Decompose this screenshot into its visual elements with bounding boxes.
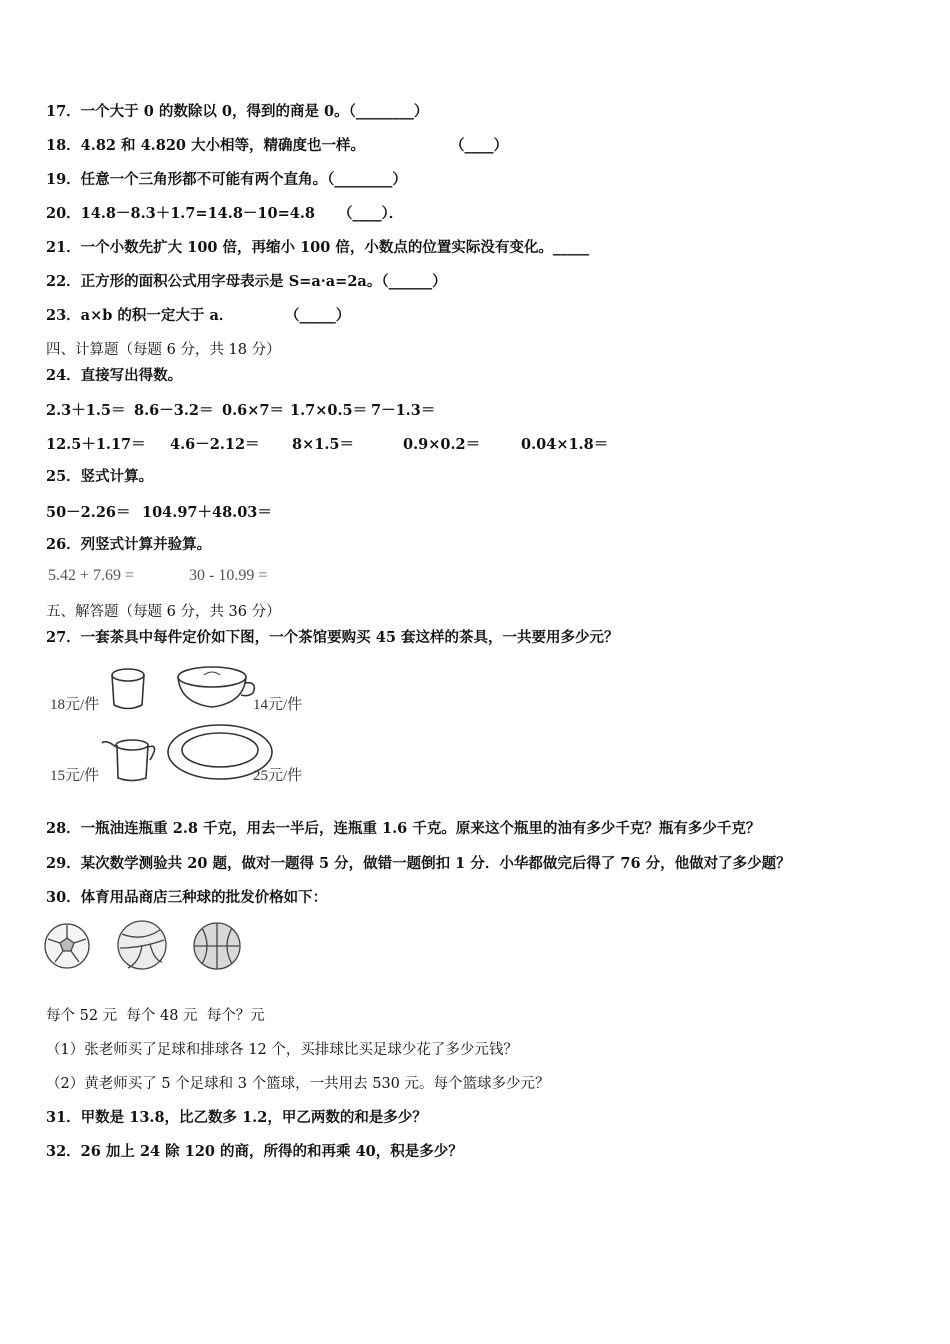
ball-prices: 每个 52 元 每个 48 元 每个？元 <box>46 1008 265 1024</box>
question-30-2: （2）黄老师买了 5 个足球和 3 个篮球，一共用去 530 元。每个篮球多少元？ <box>46 1076 550 1092</box>
volleyball-icon <box>118 921 166 969</box>
pot-icon <box>102 740 155 781</box>
soccer-ball-icon <box>45 924 89 968</box>
calc-1-2: 8.6－3.2＝ <box>134 402 214 419</box>
vertical-calc-1: 50－2.26＝ <box>46 504 131 521</box>
question-24: 24．直接写出得数。 <box>46 367 183 384</box>
bowl-price: 14元/件 <box>253 697 303 713</box>
calc-1-1: 2.3＋1.5＝ <box>46 402 126 419</box>
question-23-blank: （_____） <box>285 307 351 324</box>
question-23: 23．a×b 的积一定大于 a． <box>46 307 234 324</box>
question-29: 29．某次数学测验共 20 题，做对一题得 5 分，做错一题倒扣 1 分．小华都做完后得了 76 分，他做对了多少题？ <box>46 855 791 872</box>
calc-2-4: 0.9×0.2＝ <box>403 436 481 453</box>
question-25: 25．竖式计算。 <box>46 468 154 485</box>
question-20: 20．14.8－8.3＋1.7=14.8－10=4.8 <box>46 205 315 222</box>
question-28: 28．一瓶油连瓶重 2.8 千克，用去一半后，连瓶重 1.6 千克。原来这个瓶里的油有多少千克？瓶有多少千克？ <box>46 820 761 837</box>
calc-2-5: 0.04×1.8＝ <box>521 436 609 453</box>
balls-illustration <box>42 918 247 974</box>
calc-1-5: 7－1.3＝ <box>371 402 436 419</box>
section-4-heading: 四、计算题（每题 6 分，共 18 分） <box>46 342 281 358</box>
vertical-calc-2: 104.97＋48.03＝ <box>142 504 272 521</box>
verify-calc-1: 5.42 + 7.69 = <box>48 567 135 584</box>
pot-price: 15元/件 <box>50 768 100 784</box>
calc-2-3: 8×1.5＝ <box>292 436 354 453</box>
calc-2-2: 4.6－2.12＝ <box>170 436 260 453</box>
question-31: 31．甲数是 13.8，比乙数多 1.2，甲乙两数的和是多少？ <box>46 1109 427 1126</box>
question-18-blank: （____） <box>450 137 508 154</box>
question-30-1: （1）张老师买了足球和排球各 12 个，买排球比买足球少花了多少元钱？ <box>46 1042 518 1058</box>
question-30: 30．体育用品商店三种球的批发价格如下： <box>46 889 328 906</box>
calc-2-1: 12.5＋1.17＝ <box>46 436 146 453</box>
question-19: 19．任意一个三角形都不可能有两个直角。（________） <box>46 171 407 188</box>
question-27: 27．一套茶具中每件定价如下图，一个茶馆要购买 45 套这样的茶具，一共要用多少元？ <box>46 629 619 646</box>
question-26: 26．列竖式计算并验算。 <box>46 536 212 553</box>
bowl-icon <box>178 667 254 707</box>
section-5-heading: 五、解答题（每题 6 分，共 36 分） <box>46 604 281 620</box>
question-32: 32．26 加上 24 除 120 的商，所得的和再乘 40，积是多少？ <box>46 1143 463 1160</box>
question-22: 22．正方形的面积公式用字母表示是 S=a·a=2a。（______） <box>46 273 447 290</box>
basketball-icon <box>194 923 240 969</box>
question-17: 17．一个大于 0 的数除以 0，得到的商是 0。（________） <box>46 103 429 120</box>
verify-calc-2: 30 - 10.99 = <box>189 567 268 584</box>
question-18: 18．4.82 和 4.820 大小相等，精确度也一样。 <box>46 137 366 154</box>
question-20-blank: （____）． <box>338 205 404 222</box>
cup-price: 18元/件 <box>50 697 100 713</box>
calc-1-3: 0.6×7＝ <box>222 402 284 419</box>
calc-1-4: 1.7×0.5＝ <box>290 402 368 419</box>
question-21: 21．一个小数先扩大 100 倍，再缩小 100 倍，小数点的位置实际没有变化。_____ <box>46 239 590 256</box>
plate-price: 25元/件 <box>253 768 303 784</box>
cup-icon <box>112 669 144 709</box>
